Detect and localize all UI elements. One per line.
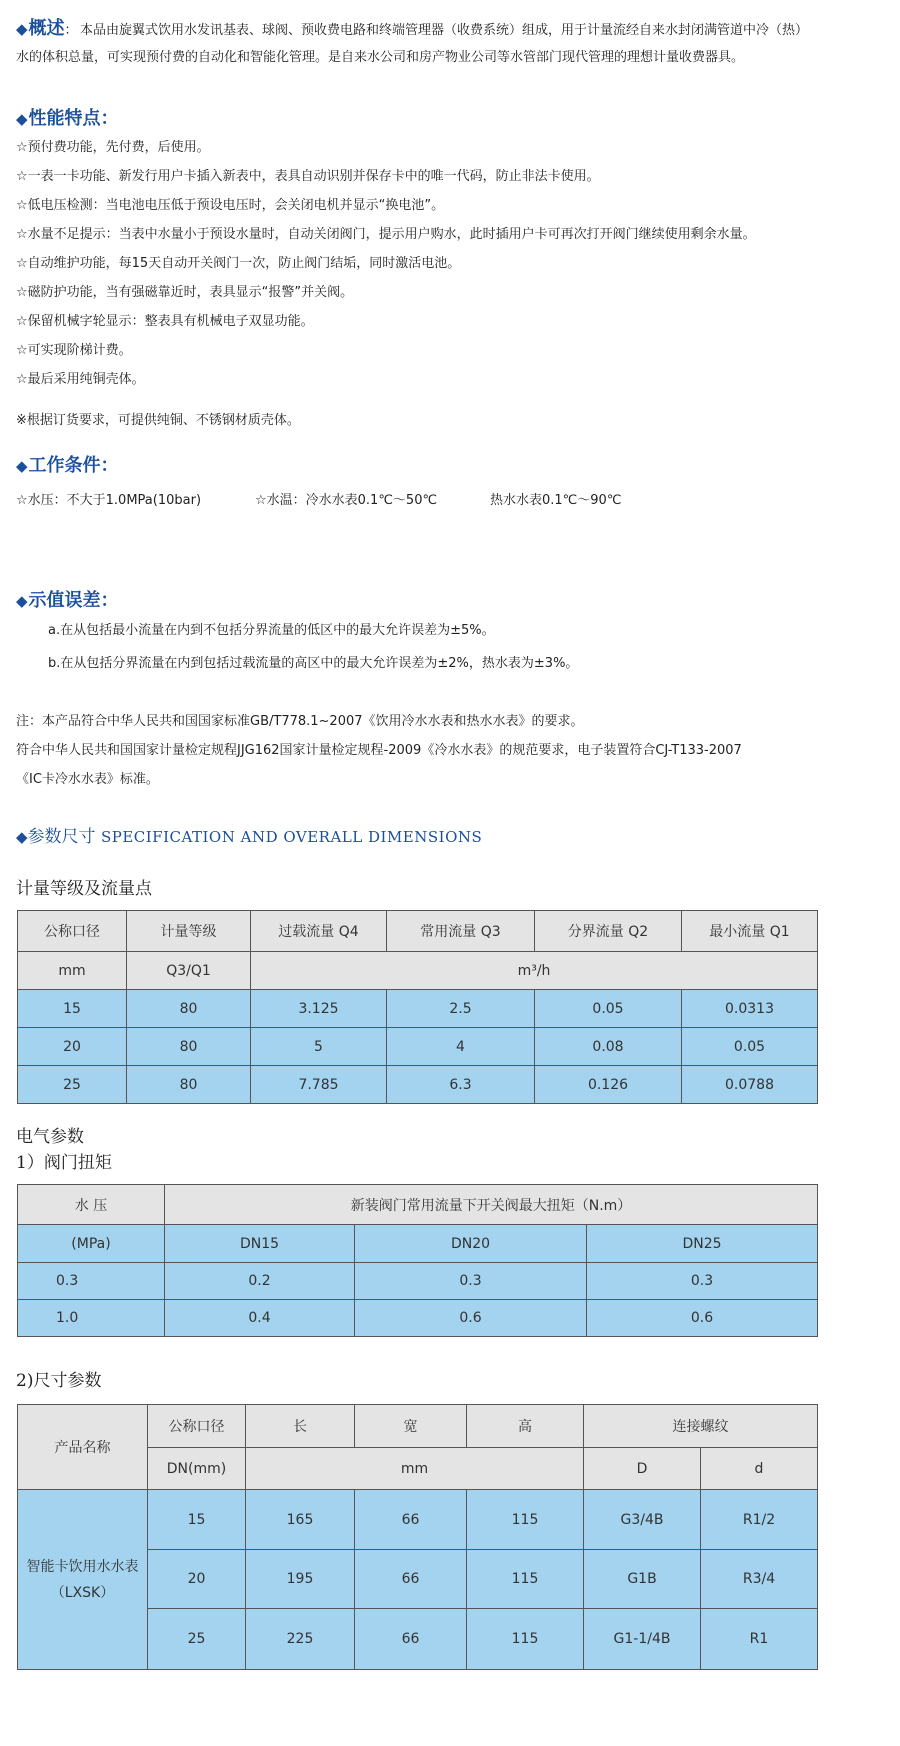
table-header-row — [18, 1405, 818, 1448]
table-cell: 115 — [467, 1550, 584, 1609]
diamond-icon: ◆ — [16, 457, 28, 475]
condition-pressure: ☆水压：不大于1.0MPa(10bar) — [16, 493, 202, 508]
table-header: 最小流量 Q1 — [682, 911, 818, 952]
torque-table — [17, 1184, 818, 1337]
table-cell: 80 — [127, 1028, 251, 1066]
table-cell: Q3/Q1 — [127, 952, 251, 990]
table-row — [18, 1028, 818, 1066]
standard-note-1: 注：本产品符合中华人民共和国国家标准GB/T778.1~2007《饮用冷水水表和热水水表》的要求。 — [16, 714, 584, 729]
feature-item: ☆水量不足提示：当表中水量小于预设水量时，自动关闭阀门，提示用户购水，此时插用户卡可再次打开阀门继续使用剩余水量。 — [16, 227, 756, 242]
table-cell: G3/4B — [584, 1490, 701, 1550]
standard-note-2: 符合中华人民共和国国家计量检定规程JJG162国家计量检定规程-2009《冷水水表》的规范要求，电子装置符合CJ-T133-2007 — [16, 743, 742, 758]
table-unit-row — [18, 952, 818, 990]
table-cell: 195 — [246, 1550, 355, 1609]
feature-item: ☆一表一卡功能、新发行用户卡插入新表中，表具自动识别并保存卡中的唯一代码，防止非法卡使用。 — [16, 169, 600, 184]
table-cell: 80 — [127, 990, 251, 1028]
table-cell: 7.785 — [251, 1066, 387, 1104]
table-cell: 225 — [246, 1609, 355, 1670]
table-cell: 80 — [127, 1066, 251, 1104]
feature-item: ☆自动维护功能，每15天自动开关阀门一次，防止阀门结垢，同时激活电池。 — [16, 256, 461, 271]
material-note: ※根据订货要求，可提供纯铜、不锈钢材质壳体。 — [16, 413, 300, 428]
table-cell: 0.3 — [355, 1263, 587, 1300]
table-cell: 0.0313 — [682, 990, 818, 1028]
table-cell: 0.0788 — [682, 1066, 818, 1104]
table-header-row — [18, 1185, 818, 1225]
table-cell: 6.3 — [387, 1066, 535, 1104]
table-cell: 1.0 — [18, 1300, 165, 1337]
table-cell: 0.126 — [535, 1066, 682, 1104]
product-name-cell — [18, 1490, 148, 1670]
diamond-icon: ◆ — [16, 592, 28, 610]
feature-item: ☆保留机械字轮显示：整表具有机械电子双显功能。 — [16, 314, 314, 329]
table-header: 宽 — [355, 1405, 467, 1448]
overview-line-2: 水的体积总量，可实现预付费的自动化和智能化管理。是自来水公司和房产物业公司等水管部门现代管理的理想计量收费器具。 — [16, 50, 745, 65]
table-header: 计量等级 — [127, 911, 251, 952]
table-cell: G1B — [584, 1550, 701, 1609]
table-cell: 25 — [18, 1066, 127, 1104]
table-row — [18, 1300, 818, 1337]
table-cell: 0.3 — [587, 1263, 818, 1300]
features-heading: ◆性能特点： — [16, 108, 119, 129]
table-header: 公称口径 — [18, 911, 127, 952]
feature-item: ☆磁防护功能，当有强磁靠近时，表具显示“报警”并关阀。 — [16, 285, 354, 300]
table-header: 长 — [246, 1405, 355, 1448]
table-cell: 0.4 — [165, 1300, 355, 1337]
table-cell: 66 — [355, 1609, 467, 1670]
error-line-a: a.在从包括最小流量在内到不包括分界流量的低区中的最大允许误差为±5%。 — [48, 623, 495, 638]
table-cell: 0.2 — [165, 1263, 355, 1300]
table-cell: R3/4 — [701, 1550, 818, 1609]
diamond-icon: ◆ — [16, 20, 28, 38]
spec-heading: ◆参数尺寸 SPECIFICATION AND OVERALL DIMENSIONS — [16, 827, 483, 847]
table-cell: 165 — [246, 1490, 355, 1550]
table-row — [18, 990, 818, 1028]
torque-subtitle: 1）阀门扭矩 — [16, 1153, 112, 1173]
electric-title: 电气参数 — [16, 1127, 84, 1147]
table-cell: DN25 — [587, 1225, 818, 1263]
error-heading: ◆示值误差： — [16, 590, 119, 611]
table-header: 产品名称 — [18, 1405, 148, 1490]
table-cell: 15 — [18, 990, 127, 1028]
table-cell: 0.05 — [682, 1028, 818, 1066]
feature-item: ☆低电压检测：当电池电压低于预设电压时，会关闭电机并显示“换电池”。 — [16, 198, 445, 213]
table-cell: 3.125 — [251, 990, 387, 1028]
table-cell: mm — [18, 952, 127, 990]
table-cell: 15 — [148, 1490, 246, 1550]
table-cell: (MPa) — [18, 1225, 165, 1263]
table-header: 分界流量 Q2 — [535, 911, 682, 952]
table-row — [18, 1263, 818, 1300]
condition-temp-cold: ☆水温：冷水水表0.1℃～50℃ — [255, 493, 438, 508]
feature-item: ☆可实现阶梯计费。 — [16, 343, 132, 358]
error-line-b: b.在从包括分界流量在内到包括过载流量的高区中的最大允许误差为±2%，热水表为±3%。 — [48, 656, 579, 671]
table-cell: 0.05 — [535, 990, 682, 1028]
flow-table — [17, 910, 818, 1104]
table-header: 新装阀门常用流量下开关阀最大扭矩（N.m） — [165, 1185, 818, 1225]
table-header: 过载流量 Q4 — [251, 911, 387, 952]
overview-line-1: 本品由旋翼式饮用水发讯基表、球阀、预收费电路和终端管理器（收费系统）组成，用于计量流经自来水封闭满管道中冷（热） — [80, 23, 809, 38]
dimensions-title: 2)尺寸参数 — [16, 1371, 102, 1391]
feature-item: ☆最后采用纯铜壳体。 — [16, 372, 145, 387]
table-header: 公称口径 — [148, 1405, 246, 1448]
table-cell: DN20 — [355, 1225, 587, 1263]
table-cell: 115 — [467, 1609, 584, 1670]
table-cell: d — [701, 1448, 818, 1490]
table-header-row — [18, 911, 818, 952]
overview-heading: ◆概述： — [16, 18, 78, 39]
table-cell: 20 — [18, 1028, 127, 1066]
table-unit-row — [18, 1225, 818, 1263]
table-cell: D — [584, 1448, 701, 1490]
table-cell: 0.3 — [18, 1263, 165, 1300]
diamond-icon: ◆ — [16, 828, 28, 846]
table-cell: 20 — [148, 1550, 246, 1609]
table-cell: 5 — [251, 1028, 387, 1066]
flow-table-title: 计量等级及流量点 — [16, 879, 152, 899]
table-cell: G1-1/4B — [584, 1609, 701, 1670]
table-row — [18, 1490, 818, 1550]
condition-temp-hot: 热水水表0.1℃～90℃ — [490, 493, 622, 508]
table-cell: 0.6 — [587, 1300, 818, 1337]
table-cell: 66 — [355, 1490, 467, 1550]
diamond-icon: ◆ — [16, 110, 28, 128]
table-header: 水 压 — [18, 1185, 165, 1225]
conditions-heading: ◆工作条件： — [16, 455, 119, 476]
table-header: 常用流量 Q3 — [387, 911, 535, 952]
table-cell: DN(mm) — [148, 1448, 246, 1490]
dimensions-table — [17, 1404, 818, 1670]
standard-note-3: 《IC卡冷水水表》标准。 — [16, 772, 159, 787]
table-header: 高 — [467, 1405, 584, 1448]
table-cell: 115 — [467, 1490, 584, 1550]
table-cell: m³/h — [251, 952, 818, 990]
table-cell: 4 — [387, 1028, 535, 1066]
table-cell: 66 — [355, 1550, 467, 1609]
table-cell: R1 — [701, 1609, 818, 1670]
table-cell: R1/2 — [701, 1490, 818, 1550]
table-cell: 0.08 — [535, 1028, 682, 1066]
table-header: 连接螺纹 — [584, 1405, 818, 1448]
table-row — [18, 1066, 818, 1104]
table-cell: 25 — [148, 1609, 246, 1670]
table-cell: DN15 — [165, 1225, 355, 1263]
feature-item: ☆预付费功能，先付费，后使用。 — [16, 140, 210, 155]
table-cell: 0.6 — [355, 1300, 587, 1337]
table-cell: 2.5 — [387, 990, 535, 1028]
product-model: （LXSK） — [50, 1584, 115, 1601]
product-name: 智能卡饮用水水表 — [26, 1558, 139, 1575]
table-cell: mm — [246, 1448, 584, 1490]
